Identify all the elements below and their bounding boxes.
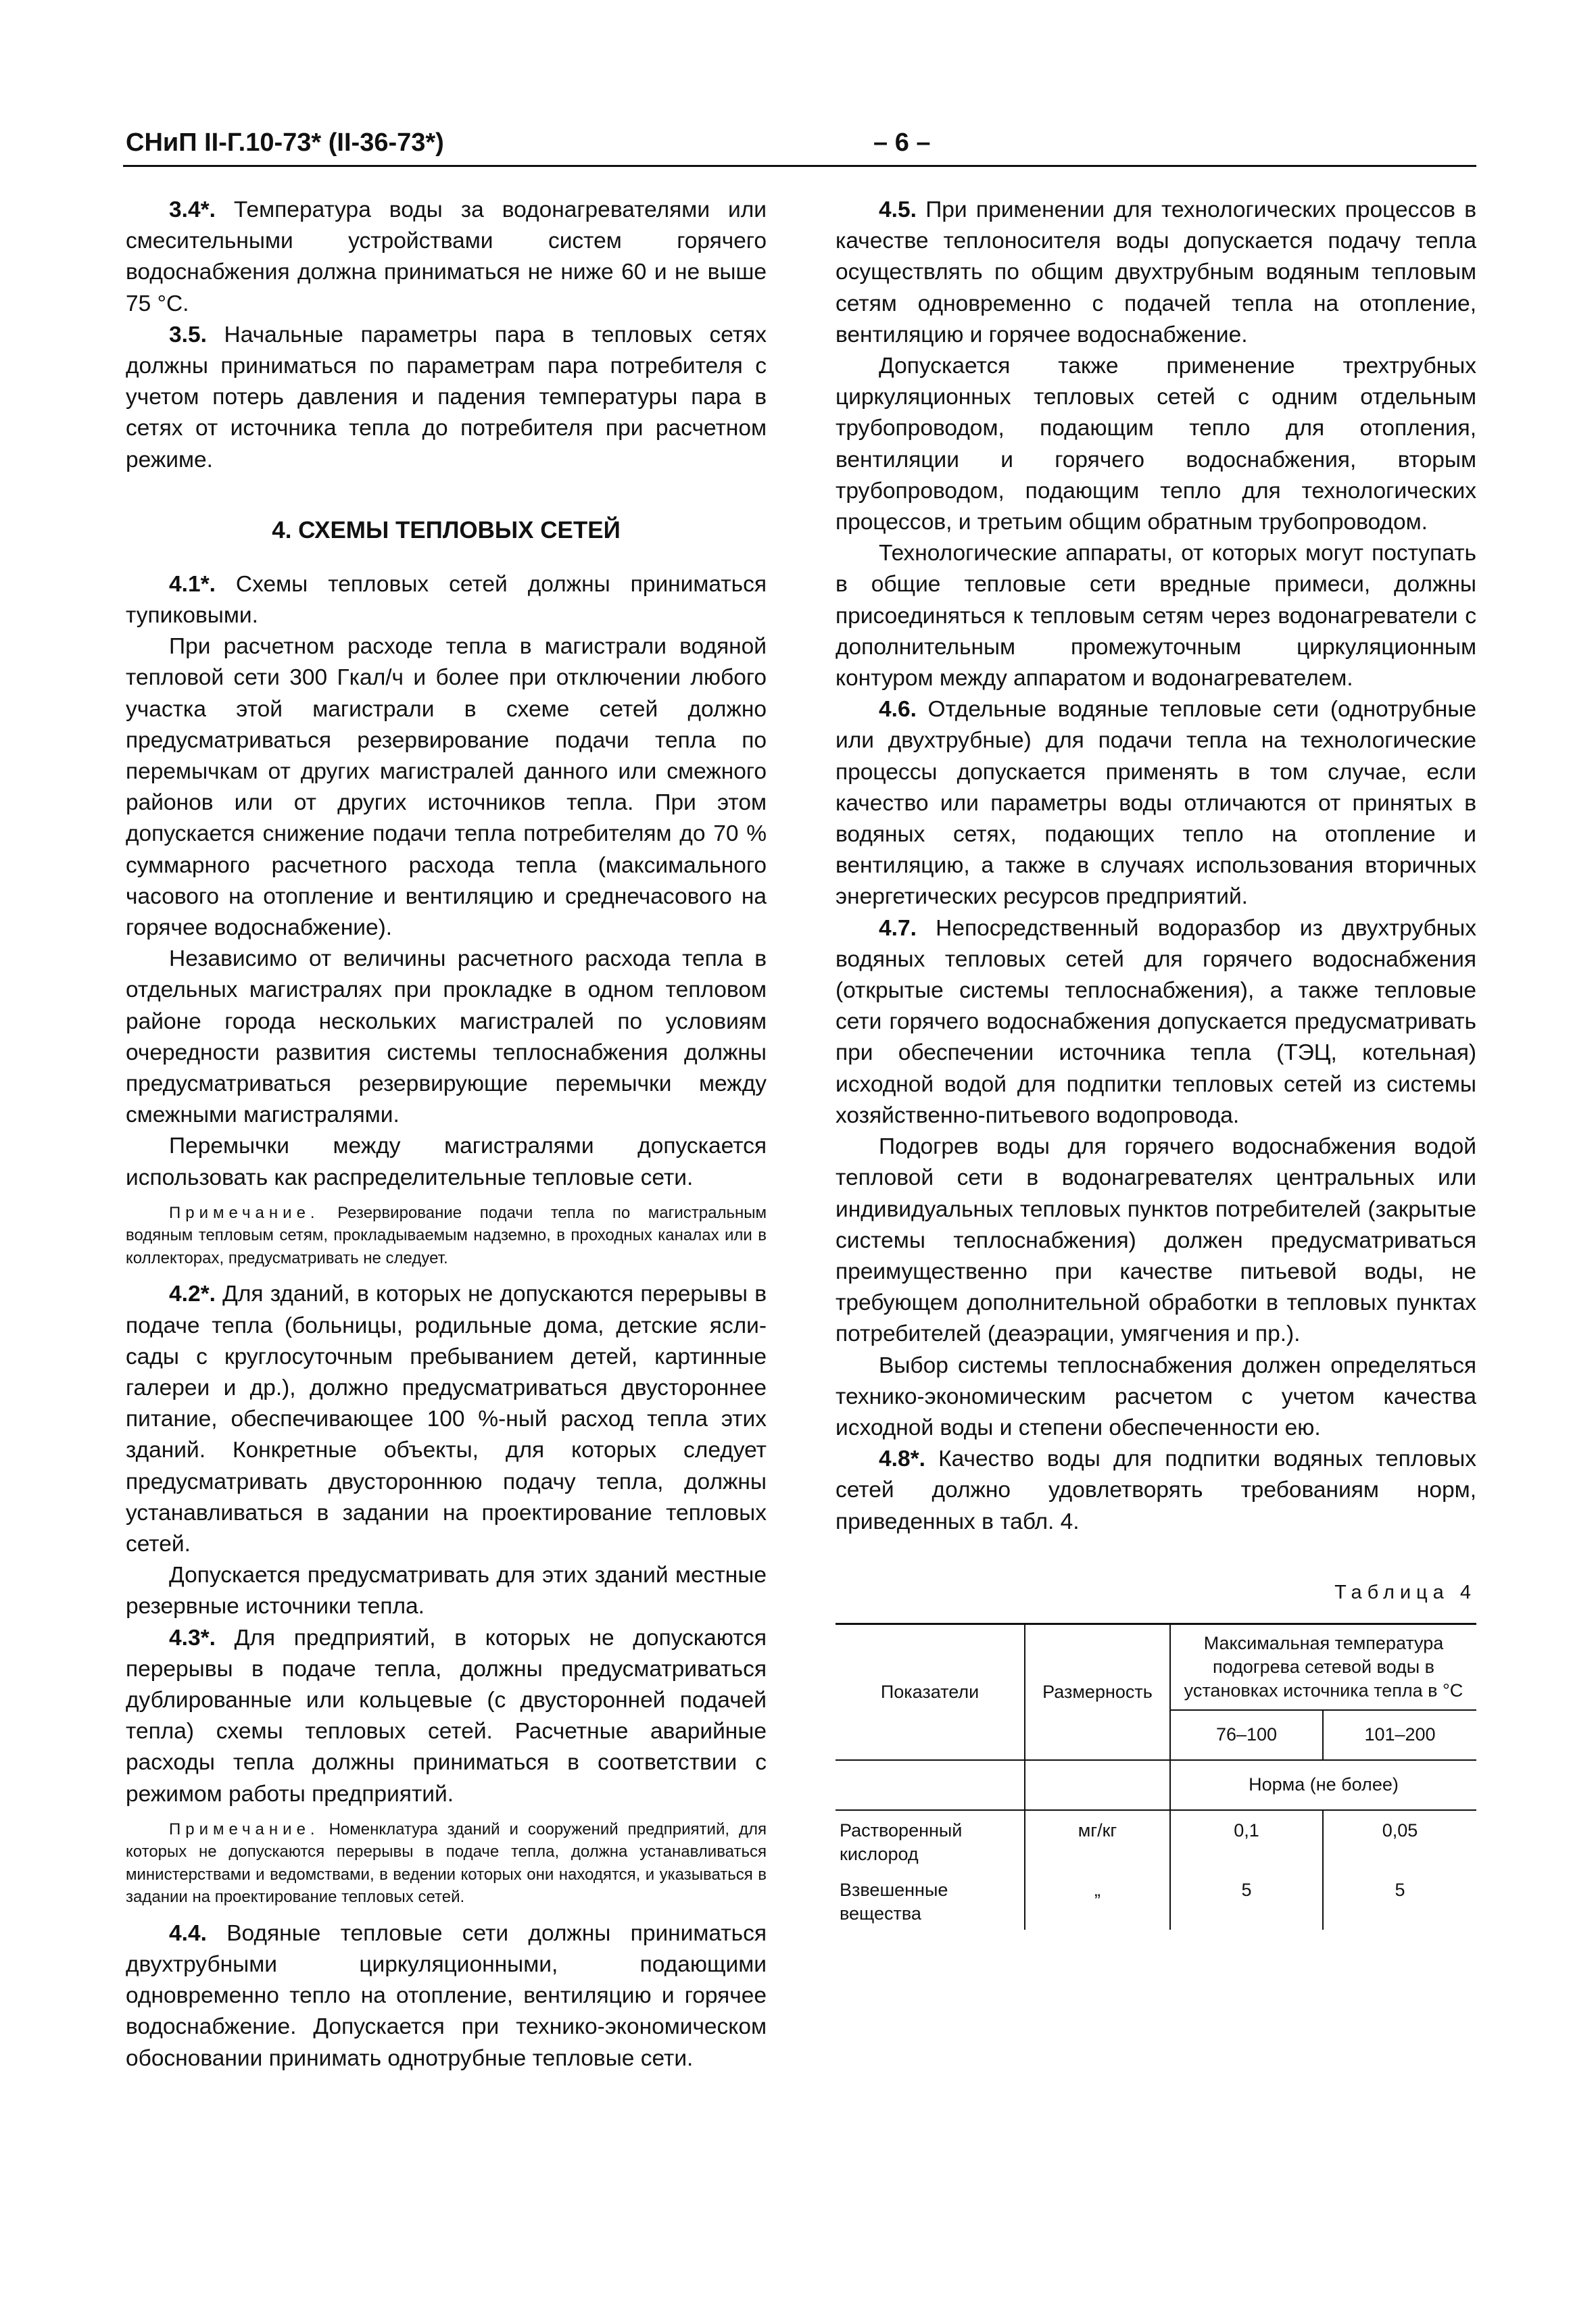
section-number: 3.5. — [169, 322, 207, 347]
header-indicator: Показатели — [836, 1624, 1025, 1760]
note-label: Примечание. — [169, 1203, 320, 1222]
row-indicator: Взвешенные вещества — [836, 1870, 1025, 1930]
table-row — [836, 1870, 1476, 1930]
water-quality-table — [836, 1623, 1476, 1930]
paragraph-3-4 — [126, 195, 767, 320]
paragraph-4-4 — [126, 1918, 767, 2074]
paragraph: Подогрев воды для горячего водоснабжения водой тепловой сети в водонагревателях центральных или индивидуальных тепловых пунктов потребителей (закрытые системы теплоснабжения) должен предусматриваться преимущественно при качестве питьевой воды, не требующем дополнительной обработки в тепловых пунктах потребителей (деаэрации, умягчения и пр.). — [836, 1134, 1476, 1347]
paragraph-text: Схемы тепловых сетей должны приниматься тупиковыми. — [126, 571, 767, 629]
note — [126, 1202, 767, 1270]
paragraph-4-2 — [126, 1279, 767, 1560]
section-number: 4.5. — [879, 197, 917, 222]
paragraph-4-5 — [836, 195, 1476, 351]
section-title: 4. СХЕМЫ ТЕПЛОВЫХ СЕТЕЙ — [272, 516, 621, 543]
header-unit: Размерность — [1025, 1624, 1170, 1760]
header-max-temperature: Максимальная температура подогрева сетевой воды в установках источника тепла в °С — [1170, 1624, 1476, 1710]
paragraph: Независимо от величины расчетного расхода тепла в отдельных магистралях при прокладке в одном тепловом районе города нескольких магистралей по условиям очередности развития системы теплоснабжения должны предусматриваться резервирующие перемычки между смежными магистралями. — [126, 946, 767, 1128]
paragraph-text: Отдельные водяные тепловые сети (однотрубные или двухтрубные) для подачи тепла на технологические процессы допускается применять в том случае, если качество или параметры воды отличаются от принятых в водяных сетях, подающих тепло на отопление и вентиляцию, а также в случаях использования вторичных энергетических ресурсов предприятий. — [836, 697, 1476, 910]
paragraph: Допускается также применение трехтрубных циркуляционных тепловых сетей с одним отдельным трубопроводом, подающим тепло для отопления, вентиляции и горячего водоснабжения, вторым трубопроводом, подающим тепло для технологических процессов, и третьим общим обратным трубопроводом. — [836, 354, 1476, 535]
paragraph-text: Начальные параметры пара в тепловых сетях должны приниматься по параметрам пара потребителя с учетом потерь давления и падения температуры пара в сетях от источника тепла до потребителя при расчетном режиме. — [126, 322, 767, 472]
section-number: 4.6. — [879, 697, 917, 723]
section-number: 4.3*. — [169, 1625, 216, 1651]
document-code: СНиП II-Г.10-73* (II-36-73*) — [126, 128, 444, 157]
paragraph: Выбор системы теплоснабжения должен определяться технико-экономическим расчетом с учетом качества исходной воды и степени обеспеченности ею. — [836, 1353, 1476, 1440]
row-value-1: 5 — [1170, 1870, 1323, 1930]
table-caption: Таблица 4 — [1334, 1581, 1476, 1603]
paragraph-4-7 — [836, 913, 1476, 1131]
note-text: Номенклатура зданий и сооружений предприятий, для которых не допускаются перерывы в подаче тепла, должна устанавливаться министерствами и ведомствами, в ведении которых они находятся, и указываться в задании на проектирование тепловых сетей. — [126, 1820, 767, 1907]
header-norm: Норма (не более) — [1170, 1760, 1476, 1810]
paragraph-4-6 — [836, 694, 1476, 912]
table-row — [836, 1810, 1476, 1870]
row-indicator: Растворенный кислород — [836, 1810, 1025, 1870]
row-value-1: 0,1 — [1170, 1810, 1323, 1870]
section-number: 4.1*. — [169, 571, 216, 597]
paragraph: Технологические аппараты, от которых могут поступать в общие тепловые сети вредные примеси, должны присоединяться к тепловым сетям через водонагреватели с дополнительным промежуточным циркуляционным контуром между аппаратом и водонагревателем. — [836, 541, 1476, 691]
paragraph-4-8 — [836, 1444, 1476, 1538]
paragraph-text: Качество воды для подпитки водяных тепловых сетей должно удовлетворять требованиям норм, приведенных в табл. 4. — [836, 1446, 1477, 1534]
paragraph: При расчетном расходе тепла в магистрали водяной тепловой сети 300 Гкал/ч и более при отключении любого участка этой магистрали в схеме сетей должно предусматриваться резервирование подачи тепла по перемычкам от других магистралей данного или смежного районов или от других источников тепла. При этом допускается снижение подачи тепла потребителям до 70 % суммарного расчетного расхода тепла (максимального часового на отопление и вентиляцию и среднечасового на горячее водоснабжение). — [126, 634, 767, 941]
row-value-2: 0,05 — [1323, 1810, 1476, 1870]
section-number: 4.4. — [169, 1920, 207, 1946]
row-unit: „ — [1025, 1870, 1170, 1930]
paragraph: Допускается предусматривать для этих зданий местные резервные источники тепла. — [126, 1563, 767, 1619]
section-number: 3.4*. — [169, 197, 216, 222]
header-range-2: 101–200 — [1323, 1710, 1476, 1760]
row-unit: мг/кг — [1025, 1810, 1170, 1870]
paragraph-text: Температура воды за водонагревателями или смесительными устройствами систем горячего водоснабжения должна приниматься не ниже 60 и не выше 75 °С. — [126, 197, 767, 316]
section-number: 4.8*. — [879, 1446, 925, 1472]
right-column — [836, 195, 1476, 1930]
note-label: Примечание. — [169, 1820, 320, 1838]
paragraph-text: Водяные тепловые сети должны приниматься двухтрубными циркуляционными, подающими одновременно тепло на отопление, вентиляцию и горячее водоснабжение. Допускается при технико-экономическом обосновании принимать однотрубные тепловые сети. — [126, 1920, 767, 2071]
paragraph: Перемычки между магистралями допускается использовать как распределительные тепловые сети. — [126, 1134, 767, 1190]
section-number: 4.2*. — [169, 1282, 216, 1307]
header-range-1: 76–100 — [1170, 1710, 1323, 1760]
note-text: Резервирование подачи тепла по магистральным водяным тепловым сетям, прокладываемым надземно, в проходных каналах или в коллекторах, предусматривать не следует. — [126, 1203, 767, 1267]
paragraph-text: Непосредственный водоразбор из двухтрубных водяных тепловых сетей для горячего водоснабжения (открытые системы теплоснабжения), а также тепловые сети горячего водоснабжения допускается предусматривать при обеспечении источника тепла (ТЭЦ, котельная) исходной водой для подпитки тепловых сетей из системы хозяйственно-питьевого водопровода. — [836, 915, 1477, 1128]
row-value-2: 5 — [1323, 1870, 1476, 1930]
paragraph-text: Для предприятий, в которых не допускаются перерывы в подаче тепла, должны предусматриваться дублированные или кольцевые (с двусторонней подачей тепла) схемы тепловых сетей. Расчетные аварийные расходы тепла должны приниматься в соответствии с режимом работы предприятий. — [126, 1625, 767, 1807]
page-header — [123, 128, 1476, 167]
paragraph-text: Для зданий, в которых не допускаются перерывы в подаче тепла (больницы, родильные дома, детские ясли-сады с круглосуточным пребыванием детей, картинные галереи и др.), должно предусматриваться двустороннее питание, обеспечивающее 100 %-ный расход тепла этих зданий. Конкретные объекты, для которых следует предусматривать двустороннюю подачу тепла, должны устанавливаться в задании на проектирование тепловых сетей. — [126, 1282, 767, 1557]
note — [126, 1818, 767, 1909]
paragraph-4-3 — [126, 1623, 767, 1810]
paragraph-text: При применении для технологических процессов в качестве теплоносителя воды допускается подачу тепла осуществлять по общим двухтрубным водяным тепловым сетям одновременно с подачей тепла на отопление, вентиляцию и горячее водоснабжение. — [836, 197, 1476, 347]
paragraph-3-5 — [126, 320, 767, 476]
left-column — [126, 195, 767, 2074]
section-number: 4.7. — [879, 915, 917, 941]
paragraph-4-1 — [126, 569, 767, 631]
page-number: – 6 – — [873, 128, 931, 157]
